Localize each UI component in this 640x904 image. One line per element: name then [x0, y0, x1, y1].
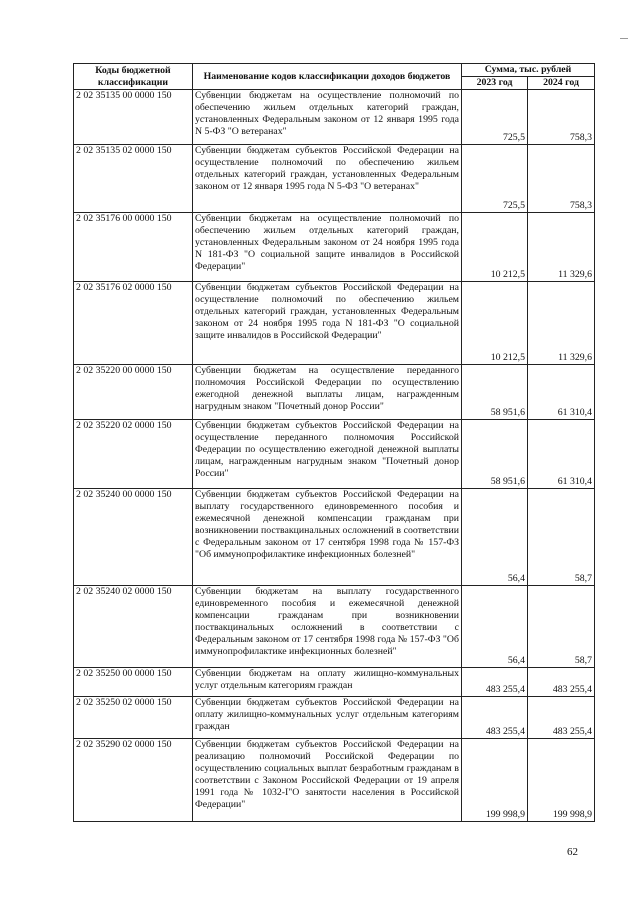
- table-row: [74, 489, 595, 586]
- table-row: [74, 586, 595, 668]
- row-value-2024: 483 255,4: [528, 668, 595, 697]
- row-name: Субвенции бюджетам субъектов Российской Федерации на выплату государственного единовременного пособия и ежемесячной денежной компенсации гражданам при возникновении поствакцинальных осложнений в соответствии с Федеральным законом от 17 сентября 1998 года № 157-ФЗ "Об иммунопрофилактике инфекционных болезней": [193, 489, 462, 586]
- row-value-2023: 199 998,9: [462, 739, 528, 822]
- header-sum: Сумма, тыс. рублей: [462, 64, 595, 77]
- row-code: 2 02 35240 00 0000 150: [74, 489, 193, 586]
- row-value-2024: 61 310,4: [528, 365, 595, 420]
- table-row: [74, 739, 595, 822]
- row-value-2024: 58,7: [528, 489, 595, 586]
- header-name: Наименование кодов классификации доходов бюджетов: [193, 64, 462, 90]
- row-value-2023: 483 255,4: [462, 668, 528, 697]
- row-value-2023: 10 212,5: [462, 282, 528, 365]
- header-2024: 2024 год: [528, 77, 595, 90]
- row-value-2024: 758,3: [528, 145, 595, 213]
- row-value-2023: 483 255,4: [462, 697, 528, 739]
- row-code: 2 02 35220 00 0000 150: [74, 365, 193, 420]
- row-value-2024: 483 255,4: [528, 697, 595, 739]
- row-value-2024: 61 310,4: [528, 420, 595, 489]
- budget-classification-table: [73, 63, 595, 822]
- edge-mark: [620, 38, 628, 39]
- row-name: Субвенции бюджетам на оплату жилищно-коммунальных услуг отдельным категориям граждан: [193, 668, 462, 697]
- row-name: Субвенции бюджетам на осуществление полномочий по обеспечению жильем отдельных категорий граждан, установленных Федеральным законом от 24 ноября 1995 года N 181-ФЗ "О социальной защите инвалидов в Российской Федерации": [193, 213, 462, 282]
- row-value-2023: 58 951,6: [462, 365, 528, 420]
- table-row: [74, 213, 595, 282]
- row-code: 2 02 35220 02 0000 150: [74, 420, 193, 489]
- table-row: [74, 668, 595, 697]
- table-row: [74, 282, 595, 365]
- table-row: [74, 365, 595, 420]
- table-row: [74, 145, 595, 213]
- row-value-2023: 58 951,6: [462, 420, 528, 489]
- row-name: Субвенции бюджетам субъектов Российской Федерации на осуществление полномочий по обеспечению жильем отдельных категорий граждан, установленных Федеральным законом от 24 ноября 1995 года N 181-ФЗ "О социальной защите инвалидов в Российской Федерации": [193, 282, 462, 365]
- row-name: Субвенции бюджетам субъектов Российской Федерации на осуществление переданного полномочия Российской Федерации по осуществлению ежегодной денежной выплаты лицам, награжденным нагрудным знаком "Почетный донор России": [193, 420, 462, 489]
- row-value-2023: 725,5: [462, 145, 528, 213]
- table-row: [74, 697, 595, 739]
- row-value-2024: 11 329,6: [528, 282, 595, 365]
- row-code: 2 02 35240 02 0000 150: [74, 586, 193, 668]
- row-code: 2 02 35135 00 0000 150: [74, 90, 193, 145]
- row-code: 2 02 35250 00 0000 150: [74, 668, 193, 697]
- row-value-2024: 11 329,6: [528, 213, 595, 282]
- row-name: Субвенции бюджетам субъектов Российской Федерации на осуществление полномочий по обеспечению жильем отдельных категорий граждан, установленных Федеральным законом от 12 января 1995 года N 5-ФЗ "О ветеранах": [193, 145, 462, 213]
- row-code: 2 02 35290 02 0000 150: [74, 739, 193, 822]
- page-number: 62: [567, 846, 578, 858]
- row-code: 2 02 35176 02 0000 150: [74, 282, 193, 365]
- row-value-2023: 56,4: [462, 586, 528, 668]
- row-code: 2 02 35176 00 0000 150: [74, 213, 193, 282]
- row-value-2024: 199 998,9: [528, 739, 595, 822]
- row-code: 2 02 35250 02 0000 150: [74, 697, 193, 739]
- row-code: 2 02 35135 02 0000 150: [74, 145, 193, 213]
- row-name: Субвенции бюджетам на выплату государственного единовременного пособия и ежемесячной денежной компенсации гражданам при возникновении поствакцинальных осложнений в соответствии с Федеральным законом от 17 сентября 1998 года № 157-ФЗ "Об иммунопрофилактике инфекционных болезней": [193, 586, 462, 668]
- row-name: Субвенции бюджетам субъектов Российской Федерации на реализацию полномочий Российской Федерации по осуществлению социальных выплат безработным гражданам в соответствии с Законом Российской Федерации от 19 апреля 1991 года № 1032-I"О занятости населения в Российской Федерации": [193, 739, 462, 822]
- header-2023: 2023 год: [462, 77, 528, 90]
- header-code: Коды бюджетной классификации: [74, 64, 193, 90]
- row-name: Субвенции бюджетам на осуществление полномочий по обеспечению жильем отдельных категорий граждан, установленных Федеральным законом от 12 января 1995 года N 5-ФЗ "О ветеранах": [193, 90, 462, 145]
- row-value-2023: 56,4: [462, 489, 528, 586]
- row-value-2024: 758,3: [528, 90, 595, 145]
- row-value-2024: 58,7: [528, 586, 595, 668]
- table-row: [74, 420, 595, 489]
- row-name: Субвенции бюджетам субъектов Российской Федерации на оплату жилищно-коммунальных услуг отдельным категориям граждан: [193, 697, 462, 739]
- row-name: Субвенции бюджетам на осуществление переданного полномочия Российской Федерации по осуществлению ежегодной денежной выплаты лицам, награжденным нагрудным знаком "Почетный донор России": [193, 365, 462, 420]
- table-row: [74, 90, 595, 145]
- row-value-2023: 725,5: [462, 90, 528, 145]
- row-value-2023: 10 212,5: [462, 213, 528, 282]
